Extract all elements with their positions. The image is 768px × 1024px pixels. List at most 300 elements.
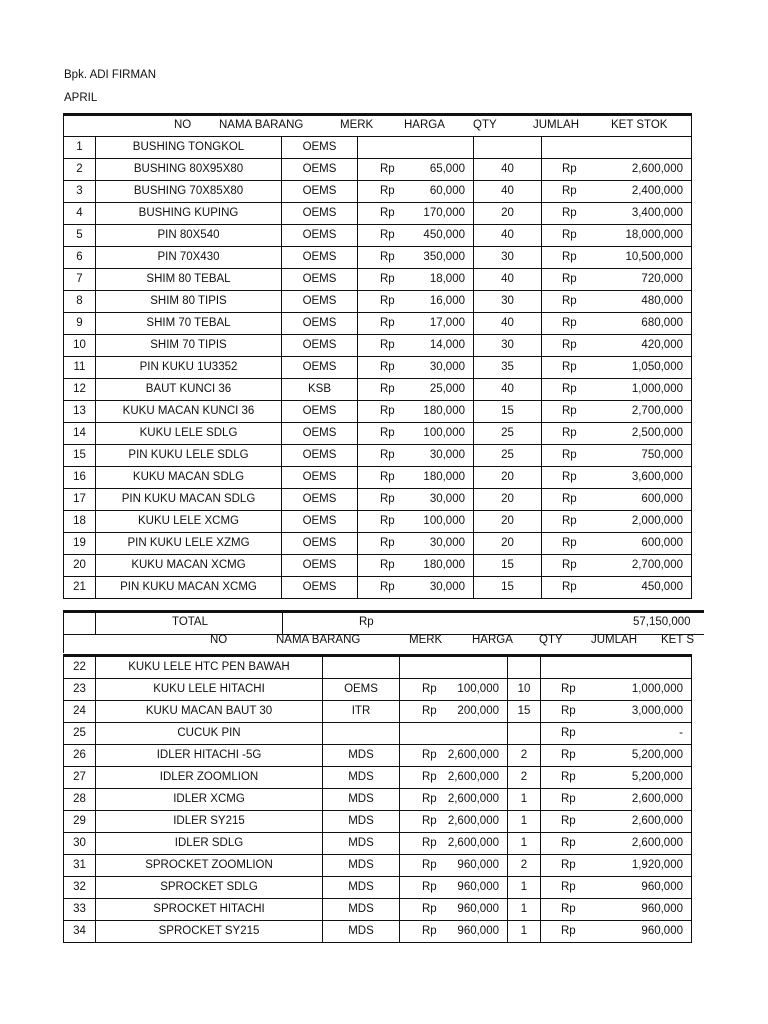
jumlah-value: 960,000 <box>641 903 683 915</box>
harga-rp: Rp <box>422 837 437 849</box>
jumlah-rp: Rp <box>562 207 577 219</box>
cell-qty: 1 <box>508 833 541 855</box>
table-row <box>64 511 692 533</box>
cell-nama: BUSHING 80X95X80 <box>96 159 282 181</box>
cell-nama: IDLER ZOOMLION <box>96 767 323 789</box>
jumlah-rp: Rp <box>561 683 576 695</box>
cell-merk: MDS <box>323 789 400 811</box>
jumlah-rp: Rp <box>562 559 577 571</box>
table-row <box>64 423 692 445</box>
cell-no: 6 <box>64 247 96 269</box>
cell-merk: OEMS <box>282 555 358 577</box>
harga-value: 25,000 <box>429 383 465 395</box>
cell-nama: KUKU MACAN BAUT 30 <box>96 701 323 723</box>
jumlah-rp: Rp <box>562 493 577 505</box>
cell-jumlah <box>542 423 692 445</box>
jumlah-value: 960,000 <box>641 881 683 893</box>
cell-no: 20 <box>64 555 96 577</box>
cell-merk: OEMS <box>282 489 358 511</box>
jumlah-value: 720,000 <box>641 273 683 285</box>
cell-no: 19 <box>64 533 96 555</box>
table-row <box>64 445 692 467</box>
col2-merk: MERK <box>409 634 443 646</box>
cell-jumlah <box>542 137 692 159</box>
cell-jumlah <box>541 833 692 855</box>
harga-value: 30,000 <box>429 537 465 549</box>
jumlah-value: 2,600,000 <box>631 793 683 805</box>
cell-nama: SHIM 80 TIPIS <box>96 291 282 313</box>
cell-qty: 35 <box>474 357 542 379</box>
cell-harga <box>358 335 474 357</box>
harga-value: 2,600,000 <box>447 793 499 805</box>
cell-jumlah <box>542 181 692 203</box>
cell-qty: 20 <box>474 533 542 555</box>
harga-rp: Rp <box>380 449 395 461</box>
table-row <box>64 379 692 401</box>
col-merk: MERK <box>340 119 374 131</box>
cell-harga <box>358 401 474 423</box>
cell-nama: KUKU LELE XCMG <box>96 511 282 533</box>
cell-merk: OEMS <box>282 335 358 357</box>
cell-nama: KUKU MACAN XCMG <box>96 555 282 577</box>
cell-merk: OEMS <box>282 511 358 533</box>
jumlah-value: 2,700,000 <box>631 405 683 417</box>
harga-value: 100,000 <box>457 683 499 695</box>
table-row <box>64 921 692 943</box>
cell-merk: OEMS <box>282 533 358 555</box>
jumlah-value: 5,200,000 <box>631 771 683 783</box>
harga-value: 17,000 <box>429 317 465 329</box>
cell-nama: BAUT KUNCI 36 <box>96 379 282 401</box>
cell-no: 13 <box>64 401 96 423</box>
jumlah-value: 480,000 <box>641 295 683 307</box>
harga-rp: Rp <box>380 361 395 373</box>
table2-header <box>63 631 704 653</box>
jumlah-rp: Rp <box>562 515 577 527</box>
cell-harga <box>358 379 474 401</box>
jumlah-rp: Rp <box>562 581 577 593</box>
cell-no: 3 <box>64 181 96 203</box>
month-label: APRIL <box>64 92 98 104</box>
harga-value: 960,000 <box>457 903 499 915</box>
cell-merk: OEMS <box>282 137 358 159</box>
cell-nama: SHIM 70 TEBAL <box>96 313 282 335</box>
cell-no: 28 <box>64 789 96 811</box>
jumlah-value: 18,000,000 <box>625 229 683 241</box>
cell-jumlah <box>542 533 692 555</box>
harga-value: 14,000 <box>429 339 465 351</box>
table-row <box>64 533 692 555</box>
jumlah-value: - <box>679 727 683 739</box>
cell-qty: 20 <box>474 203 542 225</box>
cell-nama: PIN KUKU 1U3352 <box>96 357 282 379</box>
cell-qty: 2 <box>508 745 541 767</box>
table-row <box>64 833 692 855</box>
harga-rp: Rp <box>380 163 395 175</box>
cell-merk <box>323 723 400 745</box>
harga-value: 2,600,000 <box>447 815 499 827</box>
cell-jumlah <box>542 445 692 467</box>
cell-qty: 40 <box>474 269 542 291</box>
col-jumlah: JUMLAH <box>533 119 580 131</box>
cell-merk: OEMS <box>282 225 358 247</box>
table-row <box>64 577 692 599</box>
harga-rp: Rp <box>422 705 437 717</box>
cell-no: 15 <box>64 445 96 467</box>
jumlah-rp: Rp <box>562 185 577 197</box>
total-rp: Rp <box>359 616 374 628</box>
jumlah-value: 2,000,000 <box>631 515 683 527</box>
harga-rp: Rp <box>422 771 437 783</box>
cell-no: 16 <box>64 467 96 489</box>
jumlah-value: 5,200,000 <box>631 749 683 761</box>
harga-value: 2,600,000 <box>447 837 499 849</box>
harga-rp: Rp <box>380 317 395 329</box>
jumlah-rp: Rp <box>562 229 577 241</box>
cell-jumlah <box>542 489 692 511</box>
harga-value: 960,000 <box>457 881 499 893</box>
table-row <box>64 467 692 489</box>
cell-nama: PIN KUKU LELE SDLG <box>96 445 282 467</box>
jumlah-value: 2,600,000 <box>631 815 683 827</box>
cell-jumlah <box>542 203 692 225</box>
cell-harga <box>358 555 474 577</box>
cell-jumlah <box>542 401 692 423</box>
cell-qty: 1 <box>508 789 541 811</box>
cell-jumlah <box>541 921 692 943</box>
cell-merk: KSB <box>282 379 358 401</box>
cell-merk <box>323 656 400 679</box>
cell-no: 11 <box>64 357 96 379</box>
cell-qty: 15 <box>474 577 542 599</box>
cell-jumlah <box>541 855 692 877</box>
cell-harga <box>358 225 474 247</box>
harga-rp: Rp <box>380 383 395 395</box>
cell-qty: 30 <box>474 335 542 357</box>
cell-nama: PIN 80X540 <box>96 225 282 247</box>
col2-harga: HARGA <box>472 634 513 646</box>
cell-jumlah <box>541 723 692 745</box>
col2-ket: KET S <box>661 634 695 646</box>
harga-rp: Rp <box>380 405 395 417</box>
table-row <box>64 679 692 701</box>
cell-no: 12 <box>64 379 96 401</box>
harga-rp: Rp <box>380 493 395 505</box>
jumlah-rp: Rp <box>561 903 576 915</box>
cell-merk: OEMS <box>323 679 400 701</box>
jumlah-value: 1,050,000 <box>631 361 683 373</box>
jumlah-value: 3,400,000 <box>631 207 683 219</box>
harga-value: 170,000 <box>423 207 465 219</box>
col2-nama: NAMA BARANG <box>276 634 361 646</box>
cell-merk: OEMS <box>282 401 358 423</box>
harga-value: 30,000 <box>429 361 465 373</box>
jumlah-value: 2,700,000 <box>631 559 683 571</box>
cell-qty: 15 <box>508 701 541 723</box>
jumlah-rp: Rp <box>561 705 576 717</box>
cell-jumlah <box>542 269 692 291</box>
cell-qty: 30 <box>474 247 542 269</box>
table-row <box>64 159 692 181</box>
table-row <box>64 203 692 225</box>
cell-harga <box>400 767 508 789</box>
jumlah-rp: Rp <box>562 317 577 329</box>
cell-jumlah <box>541 811 692 833</box>
cell-merk: OEMS <box>282 269 358 291</box>
cell-no: 2 <box>64 159 96 181</box>
jumlah-rp: Rp <box>562 273 577 285</box>
col-ket: KET STOK <box>611 119 668 131</box>
cell-merk: OEMS <box>282 313 358 335</box>
cell-qty: 10 <box>508 679 541 701</box>
jumlah-rp: Rp <box>562 449 577 461</box>
cell-jumlah <box>541 679 692 701</box>
cell-jumlah <box>542 291 692 313</box>
jumlah-value: 420,000 <box>641 339 683 351</box>
cell-qty: 1 <box>508 811 541 833</box>
cell-nama: SPROCKET HITACHI <box>96 899 323 921</box>
harga-rp: Rp <box>380 559 395 571</box>
table-row <box>64 401 692 423</box>
harga-rp: Rp <box>422 859 437 871</box>
jumlah-rp: Rp <box>561 749 576 761</box>
jumlah-rp: Rp <box>562 427 577 439</box>
cell-harga <box>358 313 474 335</box>
cell-harga <box>358 533 474 555</box>
cell-merk: MDS <box>323 921 400 943</box>
cell-merk: MDS <box>323 767 400 789</box>
jumlah-rp: Rp <box>562 405 577 417</box>
cell-merk: OEMS <box>282 291 358 313</box>
cell-merk: MDS <box>323 899 400 921</box>
cell-harga <box>358 357 474 379</box>
cell-jumlah <box>541 701 692 723</box>
cell-no: 25 <box>64 723 96 745</box>
cell-jumlah <box>542 247 692 269</box>
harga-value: 60,000 <box>429 185 465 197</box>
harga-value: 960,000 <box>457 859 499 871</box>
cell-no: 27 <box>64 767 96 789</box>
cell-nama: PIN KUKU LELE XZMG <box>96 533 282 555</box>
cell-jumlah <box>542 357 692 379</box>
harga-rp: Rp <box>422 793 437 805</box>
cell-qty: 2 <box>508 855 541 877</box>
cell-nama: IDLER SDLG <box>96 833 323 855</box>
jumlah-rp: Rp <box>561 771 576 783</box>
cell-qty <box>508 656 541 679</box>
jumlah-value: 600,000 <box>641 493 683 505</box>
harga-rp: Rp <box>422 903 437 915</box>
cell-harga <box>358 467 474 489</box>
customer-name: Bpk. ADI FIRMAN <box>64 69 157 81</box>
cell-nama: KUKU LELE HTC PEN BAWAH <box>96 656 323 679</box>
col-harga: HARGA <box>404 119 445 131</box>
table-row <box>64 899 692 921</box>
cell-jumlah <box>542 577 692 599</box>
table-row <box>64 745 692 767</box>
harga-value: 960,000 <box>457 925 499 937</box>
cell-harga <box>400 899 508 921</box>
cell-nama: PIN KUKU MACAN SDLG <box>96 489 282 511</box>
cell-merk: MDS <box>323 745 400 767</box>
cell-nama: SPROCKET ZOOMLION <box>96 855 323 877</box>
jumlah-rp: Rp <box>562 251 577 263</box>
cell-merk: OEMS <box>282 445 358 467</box>
cell-merk: OEMS <box>282 159 358 181</box>
cell-nama: KUKU LELE SDLG <box>96 423 282 445</box>
table-row <box>64 489 692 511</box>
cell-harga <box>400 745 508 767</box>
cell-merk: MDS <box>323 811 400 833</box>
jumlah-value: 600,000 <box>641 537 683 549</box>
total-label: TOTAL <box>172 616 208 628</box>
cell-no: 21 <box>64 577 96 599</box>
harga-rp: Rp <box>422 815 437 827</box>
cell-qty: 1 <box>508 899 541 921</box>
cell-nama: SHIM 80 TEBAL <box>96 269 282 291</box>
cell-jumlah <box>541 767 692 789</box>
table-row <box>64 357 692 379</box>
cell-merk: OEMS <box>282 181 358 203</box>
cell-qty: 1 <box>508 877 541 899</box>
cell-merk: ITR <box>323 701 400 723</box>
cell-no: 29 <box>64 811 96 833</box>
harga-value: 180,000 <box>423 405 465 417</box>
harga-rp: Rp <box>422 881 437 893</box>
cell-nama: KUKU LELE HITACHI <box>96 679 323 701</box>
cell-harga <box>400 679 508 701</box>
cell-qty: 15 <box>474 401 542 423</box>
cell-nama: IDLER XCMG <box>96 789 323 811</box>
cell-qty: 20 <box>474 489 542 511</box>
harga-value: 30,000 <box>429 493 465 505</box>
cell-merk: OEMS <box>282 357 358 379</box>
items-table-2 <box>63 654 692 943</box>
cell-harga <box>358 511 474 533</box>
table-row <box>64 555 692 577</box>
jumlah-value: 1,000,000 <box>631 683 683 695</box>
jumlah-value: 1,000,000 <box>631 383 683 395</box>
cell-jumlah <box>542 467 692 489</box>
cell-jumlah <box>542 313 692 335</box>
cell-no: 31 <box>64 855 96 877</box>
col2-qty: QTY <box>539 634 563 646</box>
cell-nama: SHIM 70 TIPIS <box>96 335 282 357</box>
harga-value: 100,000 <box>423 515 465 527</box>
cell-qty: 2 <box>508 767 541 789</box>
col2-no: NO <box>210 634 228 646</box>
table-row <box>64 701 692 723</box>
cell-nama: BUSHING TONGKOL <box>96 137 282 159</box>
cell-no: 24 <box>64 701 96 723</box>
cell-qty: 20 <box>474 467 542 489</box>
cell-harga <box>358 203 474 225</box>
cell-nama: IDLER SY215 <box>96 811 323 833</box>
jumlah-rp: Rp <box>562 383 577 395</box>
jumlah-value: 1,920,000 <box>631 859 683 871</box>
harga-value: 450,000 <box>423 229 465 241</box>
cell-no: 9 <box>64 313 96 335</box>
cell-qty: 40 <box>474 379 542 401</box>
cell-no: 34 <box>64 921 96 943</box>
cell-no: 18 <box>64 511 96 533</box>
harga-value: 30,000 <box>429 581 465 593</box>
harga-rp: Rp <box>422 749 437 761</box>
cell-merk: OEMS <box>282 203 358 225</box>
cell-jumlah <box>541 745 692 767</box>
table-row <box>64 247 692 269</box>
cell-qty: 20 <box>474 511 542 533</box>
cell-no: 23 <box>64 679 96 701</box>
harga-rp: Rp <box>380 339 395 351</box>
cell-merk: OEMS <box>282 247 358 269</box>
harga-value: 200,000 <box>457 705 499 717</box>
col2-jumlah: JUMLAH <box>591 634 638 646</box>
table-row <box>64 313 692 335</box>
harga-value: 30,000 <box>429 449 465 461</box>
harga-rp: Rp <box>380 295 395 307</box>
jumlah-rp: Rp <box>562 537 577 549</box>
cell-jumlah <box>541 789 692 811</box>
jumlah-value: 2,600,000 <box>631 163 683 175</box>
jumlah-rp: Rp <box>561 815 576 827</box>
cell-qty: 40 <box>474 181 542 203</box>
table-row <box>64 723 692 745</box>
harga-value: 2,600,000 <box>447 771 499 783</box>
cell-merk: MDS <box>323 833 400 855</box>
cell-harga <box>400 701 508 723</box>
cell-jumlah <box>541 899 692 921</box>
cell-qty: 30 <box>474 291 542 313</box>
jumlah-value: 10,500,000 <box>625 251 683 263</box>
harga-value: 2,600,000 <box>447 749 499 761</box>
jumlah-rp: Rp <box>562 471 577 483</box>
cell-merk: OEMS <box>282 423 358 445</box>
cell-harga <box>358 181 474 203</box>
cell-nama: KUKU MACAN SDLG <box>96 467 282 489</box>
harga-rp: Rp <box>422 925 437 937</box>
total-value: 57,150,000 <box>633 616 691 628</box>
table-row <box>64 656 692 679</box>
cell-harga <box>400 877 508 899</box>
harga-rp: Rp <box>422 683 437 695</box>
jumlah-value: 3,600,000 <box>631 471 683 483</box>
harga-value: 18,000 <box>429 273 465 285</box>
harga-value: 16,000 <box>429 295 465 307</box>
cell-jumlah <box>542 159 692 181</box>
cell-qty <box>474 137 542 159</box>
cell-harga <box>358 577 474 599</box>
cell-qty: 15 <box>474 555 542 577</box>
harga-rp: Rp <box>380 207 395 219</box>
cell-jumlah <box>541 877 692 899</box>
cell-no: 33 <box>64 899 96 921</box>
cell-jumlah <box>542 379 692 401</box>
cell-nama: BUSHING 70X85X80 <box>96 181 282 203</box>
harga-rp: Rp <box>380 581 395 593</box>
jumlah-rp: Rp <box>562 339 577 351</box>
jumlah-rp: Rp <box>561 925 576 937</box>
table-row <box>64 269 692 291</box>
cell-nama: PIN KUKU MACAN XCMG <box>96 577 282 599</box>
jumlah-rp: Rp <box>561 837 576 849</box>
cell-harga <box>358 159 474 181</box>
jumlah-value: 2,400,000 <box>631 185 683 197</box>
cell-no: 10 <box>64 335 96 357</box>
cell-harga <box>400 656 508 679</box>
cell-harga <box>400 855 508 877</box>
cell-no: 4 <box>64 203 96 225</box>
